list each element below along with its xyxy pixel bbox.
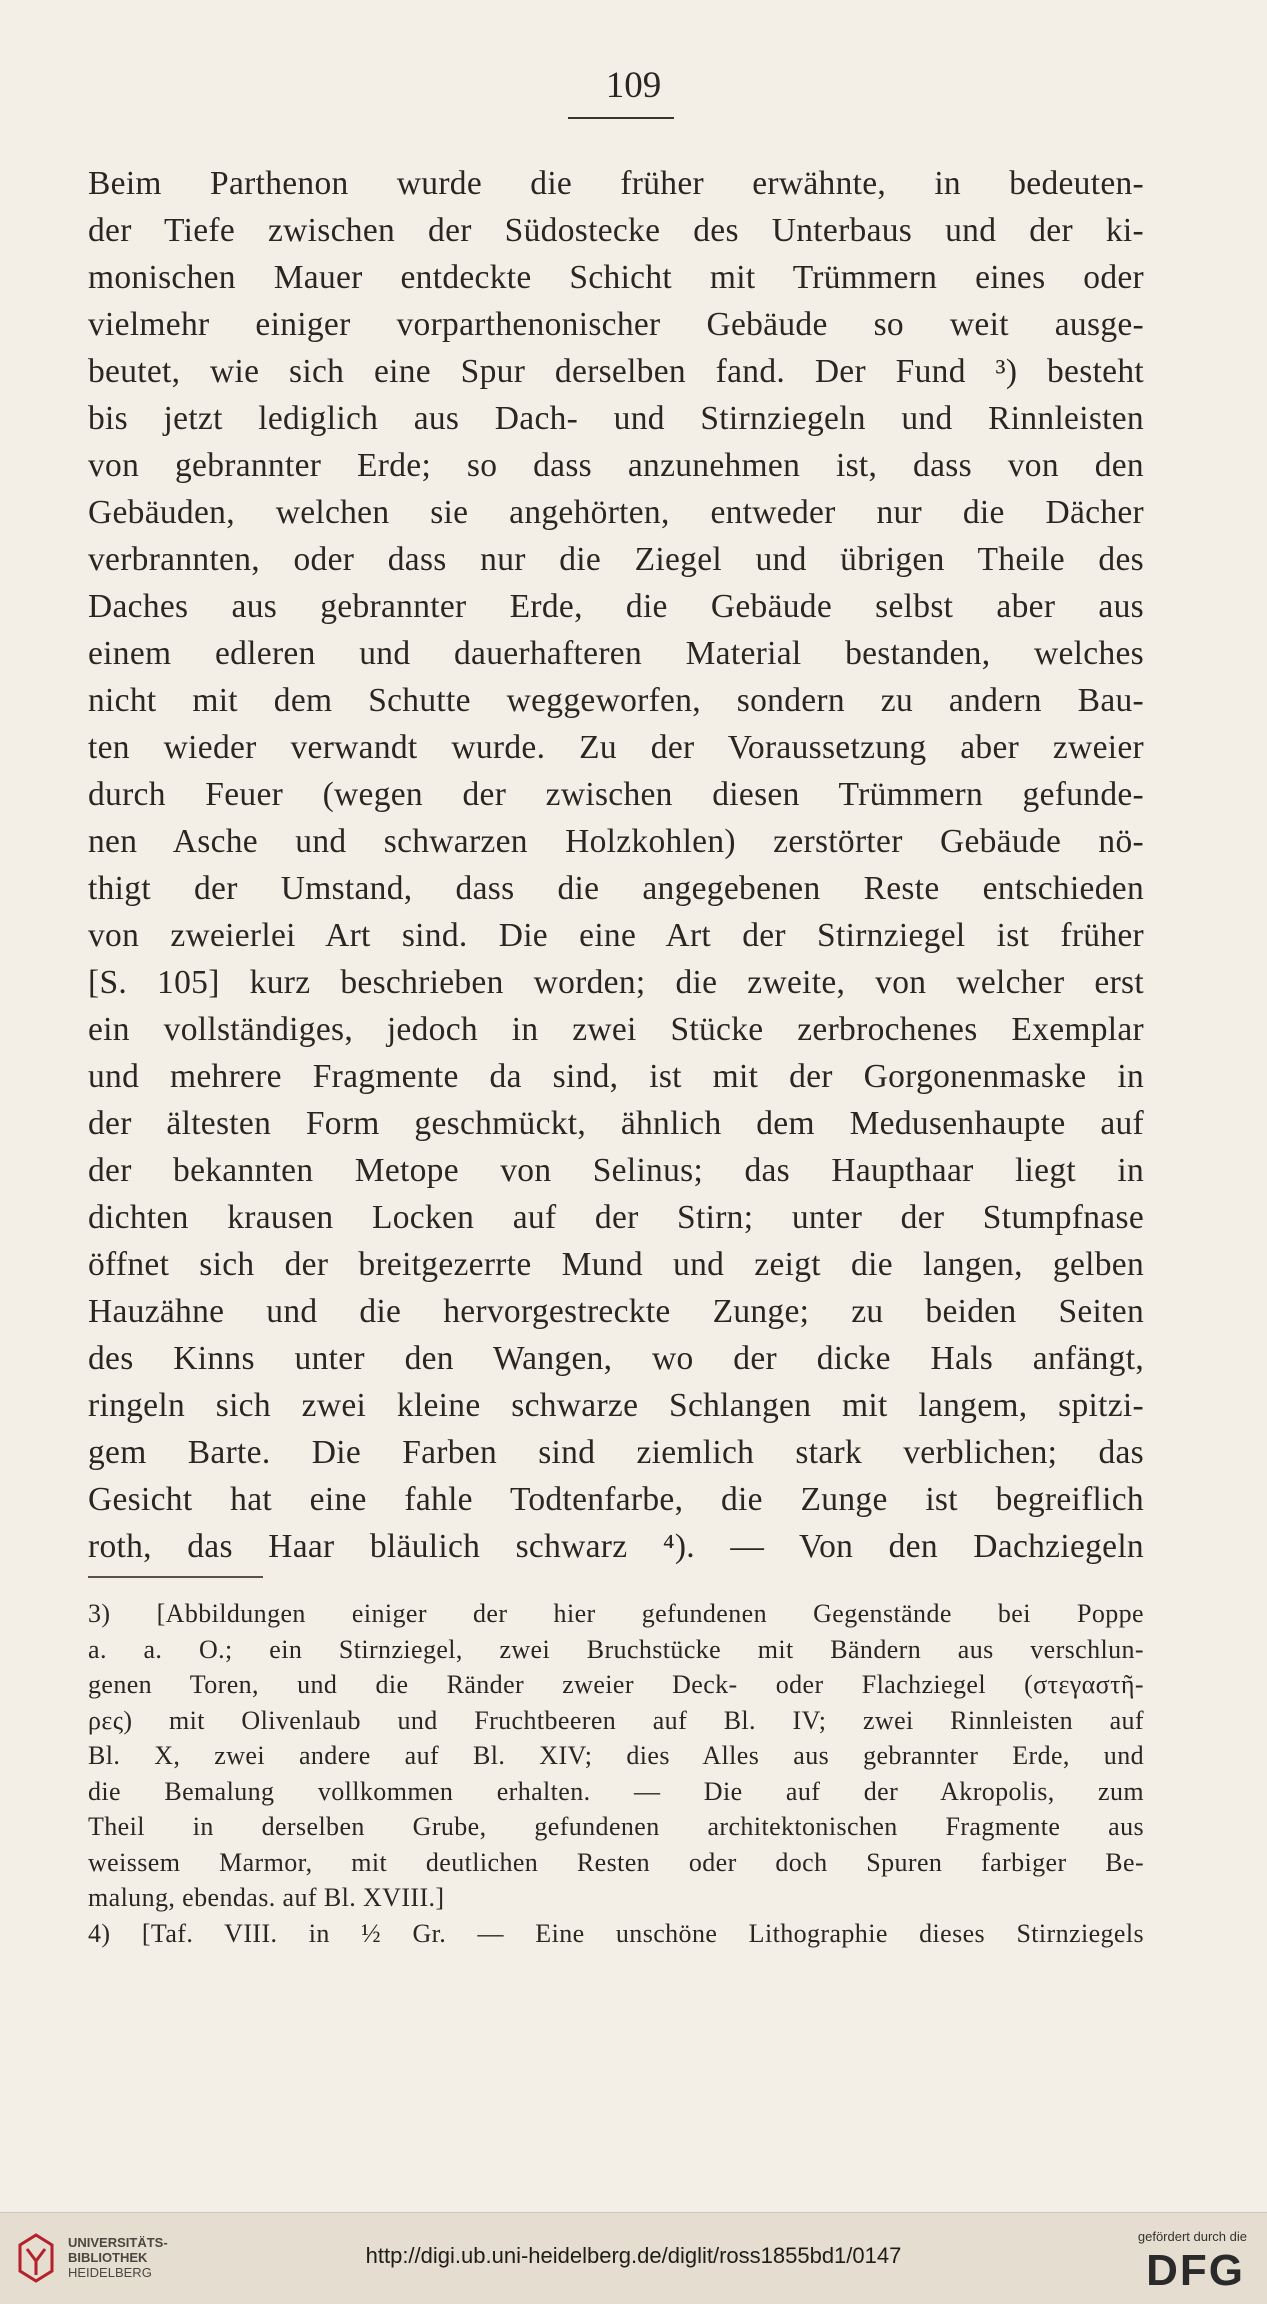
- library-name-line1: UNIVERSITÄTS-: [68, 2235, 168, 2250]
- body-line: beutet, wie sich eine Spur derselben fand. Der Fund ³) besteht: [88, 353, 1144, 390]
- footnote-line: 4) [Taf. VIII. in ½ Gr. — Eine unschöne Lithographie dieses Stirnziegels: [88, 1918, 1144, 1948]
- footnote-line: die Bemalung vollkommen erhalten. — Die auf der Akropolis, zum: [88, 1776, 1144, 1806]
- body-line: Beim Parthenon wurde die früher erwähnte, in bedeuten-: [88, 165, 1144, 202]
- body-line: von zweierlei Art sind. Die eine Art der Stirnziegel ist früher: [88, 917, 1144, 954]
- body-line: und mehrere Fragmente da sind, ist mit der Gorgonenmaske in: [88, 1058, 1144, 1095]
- body-line: Hauzähne und die hervorgestreckte Zunge; zu beiden Seiten: [88, 1293, 1144, 1330]
- footnote-line: Bl. X, zwei andere auf Bl. XIV; dies Alles aus gebrannter Erde, und: [88, 1741, 1144, 1770]
- body-line: bis jetzt lediglich aus Dach- und Stirnziegeln und Rinnleisten: [88, 400, 1144, 437]
- body-line: nicht mit dem Schutte weggeworfen, sondern zu andern Bau-: [88, 682, 1144, 719]
- body-line: des Kinns unter den Wangen, wo der dicke Hals anfängt,: [88, 1340, 1144, 1377]
- footnote-line: ρες) mit Olivenlaub und Fruchtbeeren auf Bl. IV; zwei Rinnleisten auf: [88, 1705, 1144, 1735]
- body-line: dichten krausen Locken auf der Stirn; unter der Stumpfnase: [88, 1199, 1144, 1236]
- viewer-footer: [0, 2212, 1267, 2304]
- body-line: der Tiefe zwischen der Südostecke des Unterbaus und der ki-: [88, 212, 1144, 249]
- body-line: nen Asche und schwarzen Holzkohlen) zerstörter Gebäude nö-: [88, 823, 1144, 860]
- footnote-line: genen Toren, und die Ränder zweier Deck- oder Flachziegel (στεγαστῆ-: [88, 1670, 1144, 1699]
- body-line: öffnet sich der breitgezerrte Mund und zeigt die langen, gelben: [88, 1246, 1144, 1283]
- page-number: 109: [605, 65, 662, 106]
- body-line: Daches aus gebrannter Erde, die Gebäude selbst aber aus: [88, 588, 1144, 625]
- body-line: ringeln sich zwei kleine schwarze Schlangen mit langem, spitzi-: [88, 1387, 1144, 1424]
- body-line: ten wieder verwandt wurde. Zu der Voraussetzung aber zweier: [88, 729, 1144, 766]
- body-line: der bekannten Metope von Selinus; das Haupthaar liegt in: [88, 1152, 1144, 1189]
- body-line: Gebäuden, welchen sie angehörten, entweder nur die Dächer: [88, 494, 1144, 531]
- page-number-rule: [568, 117, 674, 119]
- body-line: durch Feuer (wegen der zwischen diesen Trümmern gefunde-: [88, 776, 1144, 813]
- permalink-url[interactable]: http://digi.ub.uni-heidelberg.de/diglit/ross1855bd1/0147: [365, 2243, 902, 2268]
- body-line: der ältesten Form geschmückt, ähnlich dem Medusenhaupte auf: [88, 1105, 1144, 1142]
- body-line: monischen Mauer entdeckte Schicht mit Trümmern eines oder: [88, 259, 1144, 296]
- body-line: von gebrannter Erde; so dass anzunehmen ist, dass von den: [88, 447, 1144, 484]
- footnotes: [88, 1596, 1144, 1951]
- body-line: thigt der Umstand, dass die angegebenen Reste entschieden: [88, 870, 1144, 907]
- footnote-line: a. a. O.; ein Stirnziegel, zwei Bruchstücke mit Bändern aus verschlun-: [88, 1634, 1144, 1664]
- footnote-line: Theil in derselben Grube, gefundenen architektonischen Fragmente aus: [88, 1812, 1144, 1841]
- dfg-logo: DFG: [1146, 2246, 1245, 2295]
- body-line: ein vollständiges, jedoch in zwei Stücke zerbrochenes Exemplar: [88, 1011, 1144, 1048]
- footnote-line: 3) [Abbildungen einiger der hier gefundenen Gegenstände bei Poppe: [88, 1599, 1144, 1628]
- library-name-line3: HEIDELBERG: [68, 2265, 152, 2280]
- body-line: roth, das Haar bläulich schwarz ⁴). — Von den Dachziegeln: [88, 1528, 1144, 1565]
- body-text: [88, 160, 1144, 1570]
- body-line: [S. 105] kurz beschrieben worden; die zweite, von welcher erst: [88, 964, 1144, 1001]
- body-line: verbrannten, oder dass nur die Ziegel und übrigen Theile des: [88, 541, 1144, 578]
- body-line: Gesicht hat eine fahle Todtenfarbe, die Zunge ist begreiflich: [88, 1481, 1144, 1518]
- library-name-line2: BIBLIOTHEK: [68, 2250, 148, 2265]
- footnote-line: weissem Marmor, mit deutlichen Resten oder doch Spuren farbiger Be-: [88, 1847, 1144, 1877]
- funder-caption: gefördert durch die: [1137, 2229, 1247, 2244]
- body-line: vielmehr einiger vorparthenonischer Gebäude so weit ausge-: [88, 306, 1144, 343]
- body-line: gem Barte. Die Farben sind ziemlich stark verblichen; das: [88, 1434, 1144, 1471]
- footnote-line: malung, ebendas. auf Bl. XVIII.]: [88, 1883, 445, 1912]
- footnote-separator: [88, 1576, 263, 1578]
- body-line: einem edleren und dauerhafteren Material bestanden, welches: [88, 635, 1144, 672]
